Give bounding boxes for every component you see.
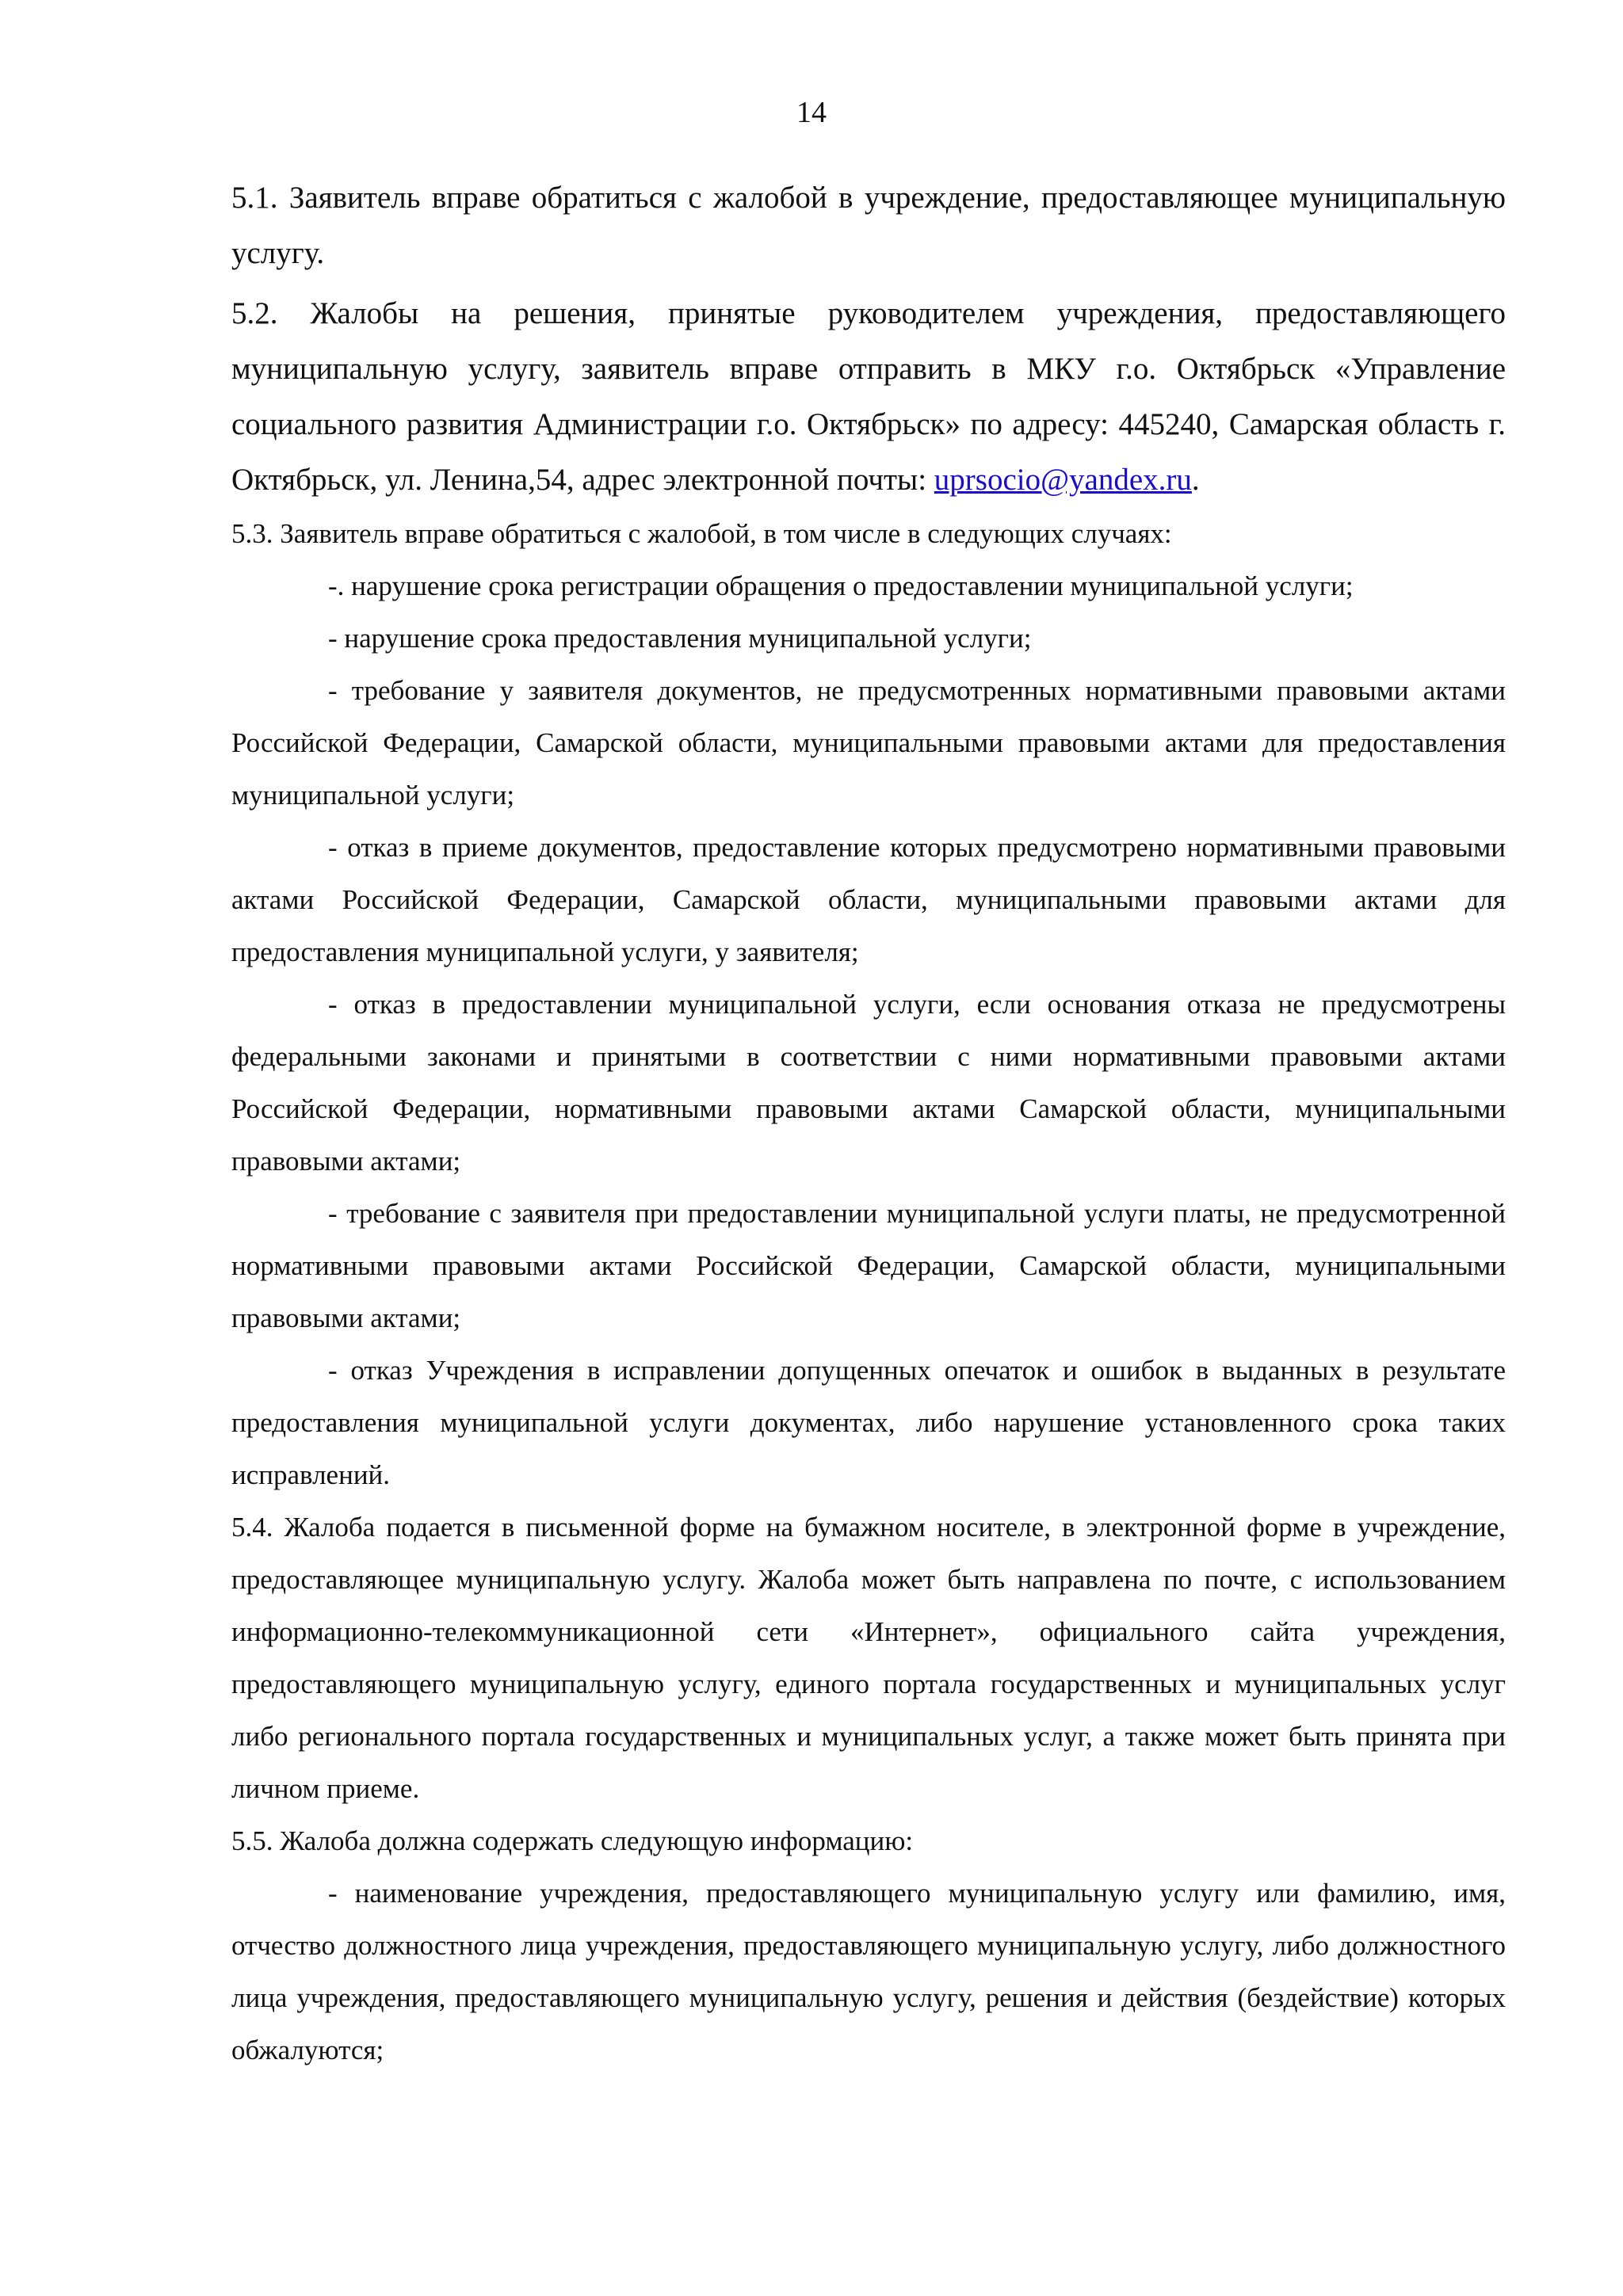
email-link[interactable]: uprsocio@yandex.ru — [934, 463, 1192, 497]
paragraph-5-2 — [231, 286, 1506, 508]
paragraph-5-4: 5.4. Жалоба подается в письменной форме на бумажном носителе, в электронной форме в учреждение, предоставляющее муниципальную услугу. Жалоба может быть направлена по почте, с использованием информационно-телекоммуникационной сети «Интернет», официального сайта учреждения, предоставляющего муниципальную услугу, единого портала государственных и муниципальных услуг либо регионального портала государственных и муниципальных услуг, а также может быть принята при личном приеме. — [231, 1512, 1506, 1804]
paragraph-5-1: 5.1. Заявитель вправе обратиться с жалобой в учреждение, предоставляющее муниципальную услугу. — [231, 181, 1506, 270]
list-item: -. нарушение срока регистрации обращения о предоставлении муниципальной услуги; — [328, 570, 1354, 601]
paragraph-5-5: 5.5. Жалоба должна содержать следующую информацию: — [231, 1825, 914, 1856]
document-body — [231, 170, 1506, 2077]
page-number: 14 — [796, 96, 827, 129]
list-item: - требование с заявителя при предоставлении муниципальной услуги платы, не предусмотренной нормативными правовыми актами Российской Федерации, Самарской области, муниципальными правовыми актами; — [231, 1198, 1506, 1333]
list-item: - наименование учреждения, предоставляющего муниципальную услугу или фамилию, имя, отчество должностного лица учреждения, предоставляющего муниципальную услугу, либо должностного лица учреждения, предоставляющего муниципальную услугу, решения и действия (бездействие) которых обжалуются; — [231, 1878, 1506, 2065]
list-item: - нарушение срока предоставления муниципальной услуги; — [328, 623, 1032, 654]
list-item: - отказ в приеме документов, предоставление которых предусмотрено нормативными правовыми актами Российской Федерации, Самарской области, муниципальными правовыми актами для предоставления муниципальной услуги, у заявителя; — [231, 832, 1506, 967]
paragraph-5-2-text: 5.2. Жалобы на решения, принятые руководителем учреждения, предоставляющего муниципальную услугу, заявитель вправе отправить в МКУ г.о. Октябрьск «Управление социального развития Администрации г.о. Октябрьск» по адресу: 445240, Самарская область г. Октябрьск, ул. Ленина,54, адрес электронной почты: — [231, 296, 1506, 497]
paragraph-5-2-end: . — [1191, 463, 1200, 497]
list-item: - отказ Учреждения в исправлении допущенных опечаток и ошибок в выданных в результате предоставления муниципальной услуги документах, либо нарушение установленного срока таких исправлений. — [231, 1355, 1506, 1490]
list-item: - отказ в предоставлении муниципальной услуги, если основания отказа не предусмотрены федеральными законами и принятыми в соответствии с ними нормативными правовыми актами Российской Федерации, нормативными правовыми актами Самарской области, муниципальными правовыми актами; — [231, 989, 1506, 1177]
list-item: - требование у заявителя документов, не предусмотренных нормативными правовыми актами Российской Федерации, Самарской области, муниципальными правовыми актами для предоставления муниципальной услуги; — [231, 675, 1506, 810]
paragraph-5-3: 5.3. Заявитель вправе обратиться с жалобой, в том числе в следующих случаях: — [231, 518, 1172, 549]
